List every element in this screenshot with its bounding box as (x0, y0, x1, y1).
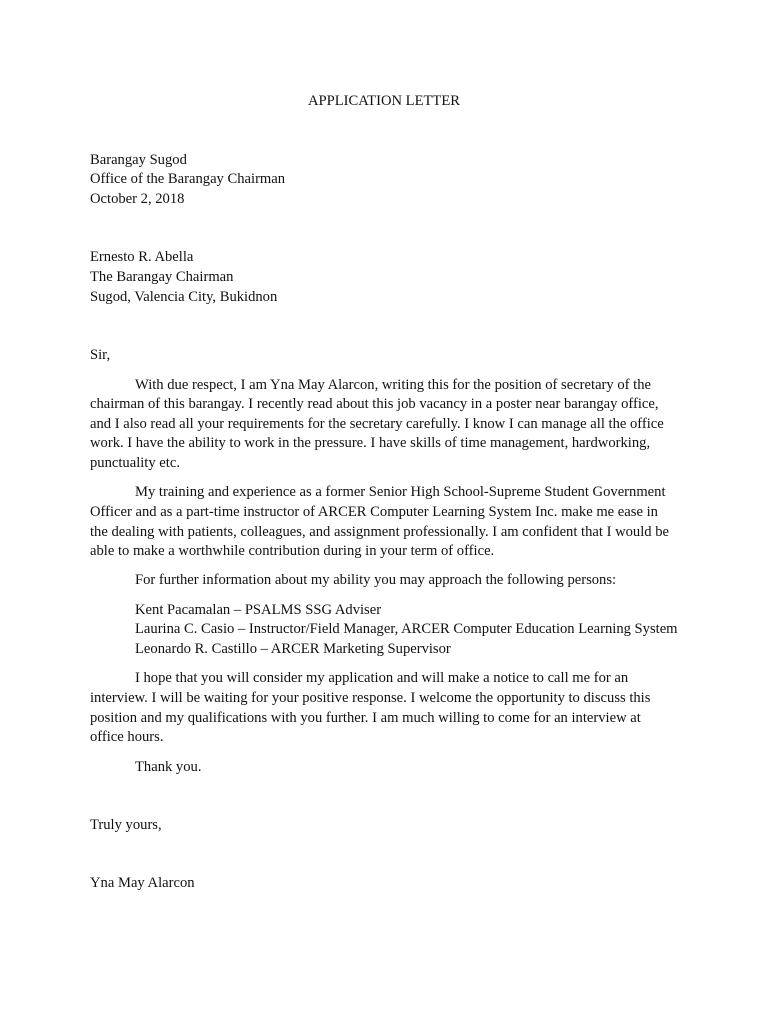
reference-item: Leonardo R. Castillo – ARCER Marketing Supervisor (135, 641, 451, 658)
salutation: Sir, (90, 347, 111, 364)
sender-line-2: Office of the Barangay Chairman (90, 171, 286, 188)
recipient-name: Ernesto R. Abella (90, 249, 194, 266)
spacer (90, 845, 678, 874)
recipient-address: Sugod, Valencia City, Bukidnon (90, 288, 278, 305)
paragraph-closing: I hope that you will consider my application and will make a notice to call me for an interview. I will be waiting for your positive response. I welcome the opportunity to discuss this position and my qualifications with you further. I am much willing to come for an interview at office hours. (90, 670, 651, 746)
document-title: APPLICATION LETTER (307, 93, 460, 109)
paragraph-references-intro: For further information about my ability you may approach the following persons: (135, 572, 617, 589)
spacer (90, 112, 678, 151)
spacer (90, 209, 678, 248)
sender-block (90, 151, 678, 210)
reference-item: Kent Pacamalan – PSALMS SSG Adviser (135, 601, 382, 618)
recipient-position: The Barangay Chairman (90, 268, 234, 285)
complimentary-close: Truly yours, (90, 817, 162, 834)
letter-body (90, 92, 678, 904)
letter-date: October 2, 2018 (90, 190, 185, 207)
sender-line-1: Barangay Sugod (90, 151, 187, 168)
thank-you: Thank you. (135, 758, 202, 775)
reference-item: Laurina C. Casio – Instructor/Field Manager, ARCER Computer Education Learning System (135, 621, 678, 638)
signature-name: Yna May Alarcon (90, 875, 195, 892)
spacer (90, 307, 678, 346)
recipient-block (90, 248, 678, 307)
references-list (90, 601, 678, 660)
spacer (90, 787, 678, 816)
paragraph-experience: My training and experience as a former Senior High School-Supreme Student Government Officer and as a part-time instructor of ARCER Computer Learning System Inc. make me ease in the dealing with patients, colleagues, and assignment professionally. I am confident that I would be able to make a worthwhile contribution during in your term of office. (90, 484, 670, 560)
paragraph-intro: With due respect, I am Yna May Alarcon, writing this for the position of secretary of the chairman of this barangay. I recently read about this job vacancy in a poster near barangay office, and I also read all your requirements for the secretary carefully. I know I can manage all the office work. I have the ability to work in the pressure. I have skills of time management, hardworking, punctuality etc. (90, 376, 664, 471)
